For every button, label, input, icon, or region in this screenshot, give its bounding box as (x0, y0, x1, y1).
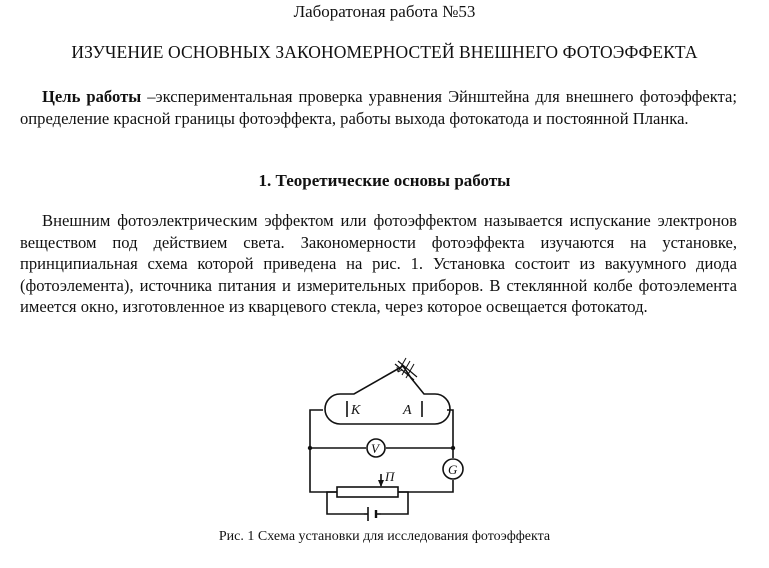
lab-title: Лаборатоная работа №53 (293, 2, 476, 21)
goal-label: Цель работы (42, 87, 142, 106)
section-heading: 1. Теоретические основы работы (258, 171, 511, 190)
cathode-label: K (351, 403, 361, 418)
goal-text: –экспериментальная проверка уравнения Эйнштейна для внешнего фотоэффекта; определение красной границы фотоэффекта, работы выхода фотокатода и постоянной Планка. (20, 87, 737, 128)
figure-caption: Рис. 1 Схема установки для исследования фотоэффекта (218, 529, 551, 544)
battery-loop (327, 492, 364, 514)
main-title: ИЗУЧЕНИЕ ОСНОВНЫХ ЗАКОНОМЕРНОСТЕЙ ВНЕШНЕГО ФОТОЭФФЕКТА (71, 42, 698, 62)
potentiometer-label: П (385, 469, 395, 484)
galvanometer-label: G (448, 462, 458, 477)
anode-label: A (403, 403, 412, 418)
potentiometer (337, 487, 398, 497)
goal-paragraph (20, 86, 737, 129)
body-paragraph: Внешним фотоэлектрическим эффектом или фотоэффектом называется испускание электронов веществом под действием света. Закономерности фотоэффекта изучаются на установке, принципиальная схема которой приведена на рис. 1. Установка состоит из вакуумного диода (фотоэлемента), источника питания и измерительных приборов. В стеклянной колбе фотоэлемента имеется окно, изготовленное из кварцевого стекла, через которое освещается фотокатод. (20, 211, 737, 316)
photocell-bulb (325, 366, 450, 424)
voltmeter-label: V (371, 441, 379, 456)
circuit-diagram (290, 352, 480, 524)
